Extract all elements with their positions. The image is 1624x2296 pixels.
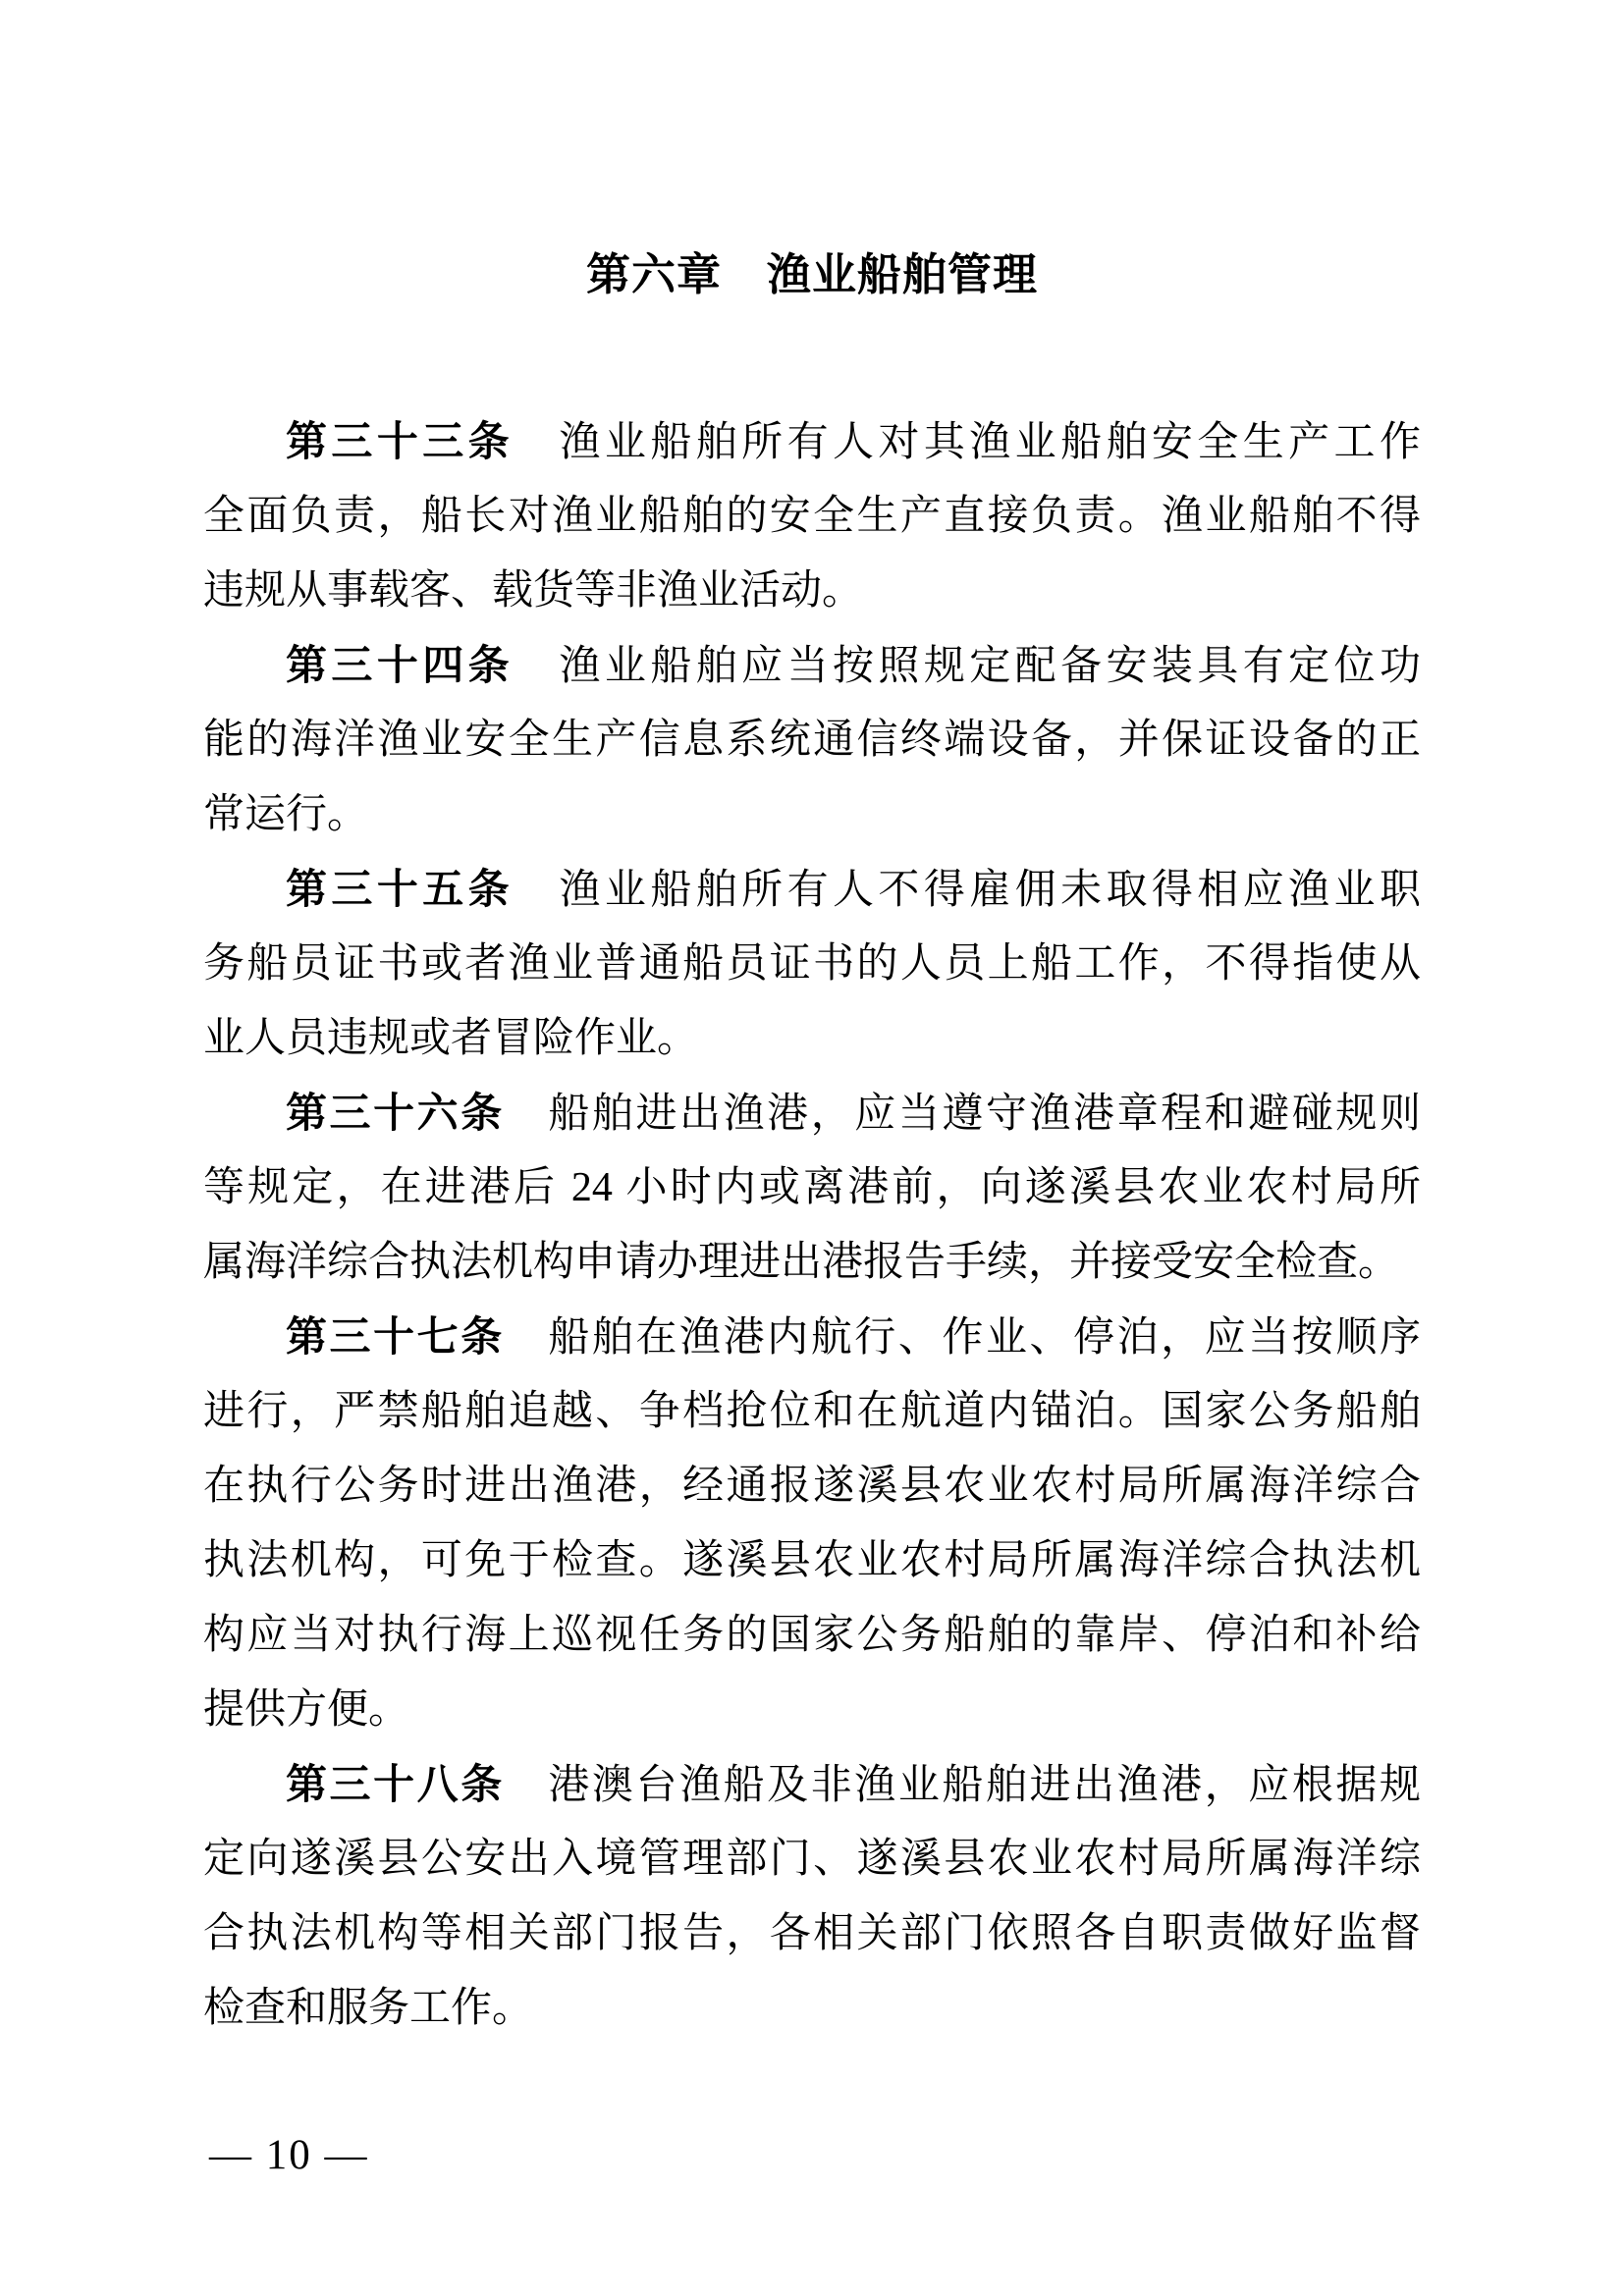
- article-number: 第三十三条: [286, 418, 514, 464]
- chapter-title: 第六章 渔业船舶管理: [585, 249, 1038, 299]
- text-line: 能的海洋渔业安全生产信息系统通信终端设备，并保证设备的正: [203, 718, 1421, 763]
- text-line: 检查和服务工作。: [203, 1986, 534, 2031]
- article-number: 第三十八条: [286, 1761, 505, 1807]
- article-number: 第三十五条: [286, 866, 514, 912]
- article-number: 第三十七条: [286, 1313, 505, 1360]
- text-line: 违规从事载客、载货等非渔业活动。: [203, 568, 864, 614]
- text-line: 进行，严禁船舶追越、争档抢位和在航道内锚泊。国家公务船舶: [203, 1389, 1421, 1434]
- text-line: 在执行公务时进出渔港，经通报遂溪县农业农村局所属海洋综合: [203, 1464, 1421, 1509]
- text-line: 务船员证书或者渔业普通船员证书的人员上船工作，不得指使从: [203, 941, 1421, 987]
- text-line: 全面负责，船长对渔业船舶的安全生产直接负责。渔业船舶不得: [203, 494, 1421, 539]
- text-line: 第三十七条 船舶在渔港内航行、作业、停泊，应当按顺序: [286, 1313, 1421, 1361]
- page-number: — 10 —: [209, 2132, 369, 2178]
- text-line: 等规定，在进港后 24 小时内或离港前，向遂溪县农业农村局所: [203, 1165, 1421, 1210]
- text-line: 第三十六条 船舶进出渔港，应当遵守渔港章程和避碰规则: [286, 1090, 1421, 1137]
- articles: [203, 404, 1421, 2046]
- text-line: 合执法机构等相关部门报告，各相关部门依照各自职责做好监督: [203, 1911, 1421, 1956]
- article-number: 第三十六条: [286, 1090, 505, 1136]
- text-line: 第三十四条 渔业船舶应当按照规定配备安装具有定位功: [286, 642, 1421, 689]
- text-line: 执法机构，可免于检查。遂溪县农业农村局所属海洋综合执法机: [203, 1538, 1421, 1583]
- text-line: 提供方便。: [203, 1687, 410, 1733]
- text-line: 第三十八条 港澳台渔船及非渔业船舶进出渔港，应根据规: [286, 1761, 1421, 1808]
- text-line: 定向遂溪县公安出入境管理部门、遂溪县农业农村局所属海洋综: [203, 1837, 1421, 1882]
- text-line: 第三十三条 渔业船舶所有人对其渔业船舶安全生产工作: [286, 418, 1421, 465]
- text-line: 业人员违规或者冒险作业。: [203, 1016, 699, 1061]
- article-number: 第三十四条: [286, 642, 514, 688]
- text-line: 属海洋综合执法机构申请办理进出港报告手续，并接受安全检查。: [203, 1240, 1400, 1285]
- text-line: 第三十五条 渔业船舶所有人不得雇佣未取得相应渔业职: [286, 866, 1421, 913]
- text-line: 常运行。: [203, 792, 369, 837]
- text-line: 构应当对执行海上巡视任务的国家公务船舶的靠岸、停泊和补给: [203, 1613, 1421, 1658]
